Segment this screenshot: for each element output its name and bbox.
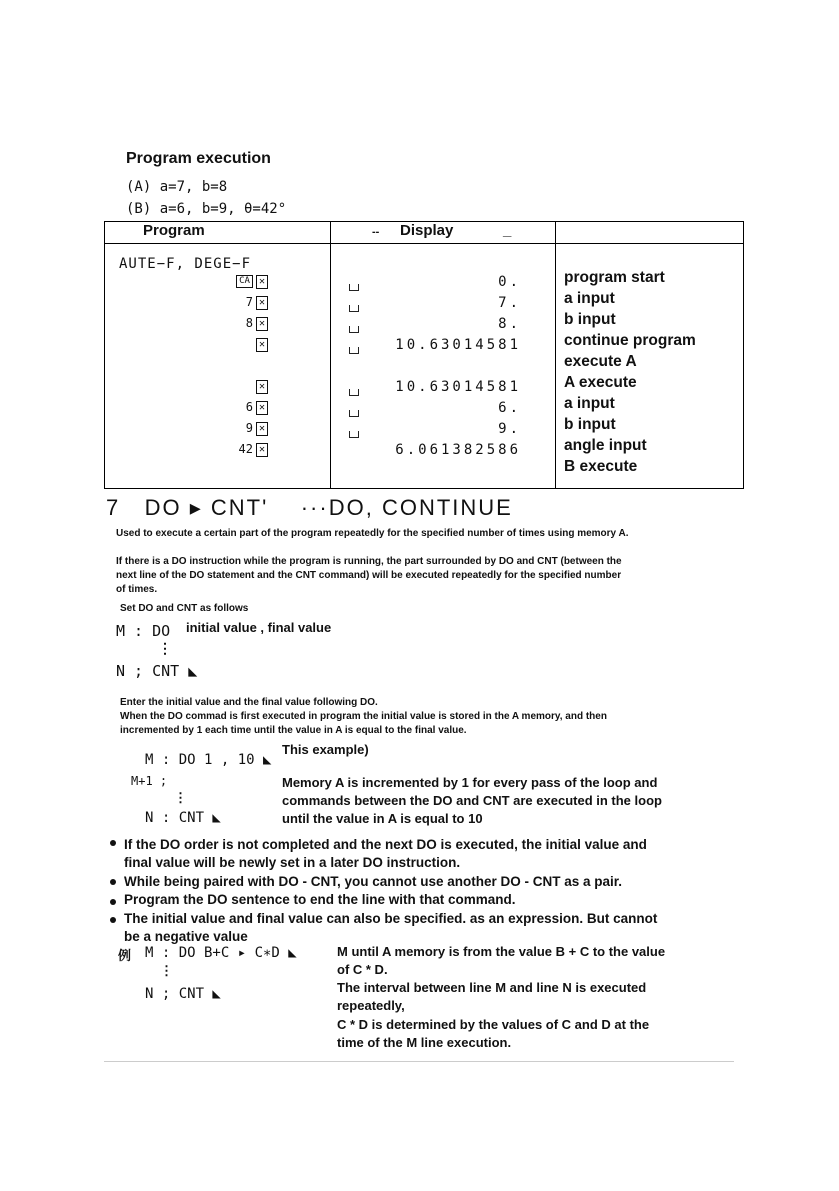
bullet-dot xyxy=(110,899,116,905)
display-value: 8. xyxy=(498,316,521,332)
step-description: continue program xyxy=(564,332,696,349)
bullet-2: While being paired with DO - CNT, you cannot use another DO - CNT as a pair. xyxy=(124,874,623,889)
bullet-4-line2: be a negative value xyxy=(124,929,248,944)
program-step xyxy=(239,442,268,457)
prompt-indicator-icon xyxy=(349,279,359,297)
program-input: 9 xyxy=(245,421,253,435)
program-input: 7 xyxy=(245,295,253,309)
example2-mark: 例 xyxy=(118,948,132,963)
syntax-do-args: initial value , final value xyxy=(186,620,332,635)
footer-divider xyxy=(104,1061,734,1062)
para2-line3: incremented by 1 each time until the value in A is equal to the final value. xyxy=(120,725,467,736)
example-m1-line: M+1 ; xyxy=(131,774,168,788)
step-description: program start xyxy=(564,269,665,286)
syntax-vdots: ⋮ xyxy=(158,640,172,656)
display-value: 9. xyxy=(498,421,521,437)
prompt-indicator-icon xyxy=(349,405,359,423)
program-step xyxy=(246,316,268,331)
example2-vdots: ⋮ xyxy=(160,963,173,978)
step-description: b input xyxy=(564,416,616,433)
display-value: 10.63014581 xyxy=(395,337,521,353)
para1-line3: of times. xyxy=(116,584,158,595)
display-value: 6.061382586 xyxy=(395,442,521,458)
intro-text: Used to execute a certain part of the program repeatedly for the specified number of times using memory A. xyxy=(116,528,629,539)
step-description: b input xyxy=(564,311,616,328)
section-title: Program execution xyxy=(126,150,271,167)
example-cnt-line: N : CNT ◣ xyxy=(145,810,221,826)
run-key-icon: ✕ xyxy=(256,380,268,394)
bullet-1-line2: final value will be newly set in a later DO instruction. xyxy=(124,855,461,870)
para1-line2: next line of the DO statement and the CNT command) will be executed repeatedly for the specified number xyxy=(116,570,622,581)
syntax-cnt-line: N ; CNT ◣ xyxy=(116,662,198,680)
prompt-indicator-icon xyxy=(349,300,359,318)
display-value: 7. xyxy=(498,295,521,311)
example2-desc-6: time of the M line execution. xyxy=(337,1035,512,1050)
program-step xyxy=(253,379,268,394)
program-input: 6 xyxy=(245,400,253,414)
bullet-dot xyxy=(110,879,116,885)
example2-cnt-line: N ; CNT ◣ xyxy=(145,986,221,1002)
program-mode-label: AUTE−F, DEGE−F xyxy=(119,256,252,272)
example-desc-1: Memory A is incremented by 1 for every pass of the loop and xyxy=(282,775,658,790)
program-step xyxy=(233,274,268,289)
run-key-icon: ✕ xyxy=(256,296,268,310)
set-label: Set DO and CNT as follows xyxy=(120,603,249,614)
header-display: Display xyxy=(400,222,454,239)
step-description: angle input xyxy=(564,437,647,454)
chapter-number: 7 xyxy=(106,495,121,520)
header-display-prefix: -- xyxy=(372,226,380,238)
header-display-suffix: _ xyxy=(503,222,512,239)
chapter-title: ···DO, CONTINUE xyxy=(300,495,513,520)
example2-desc-1: M until A memory is from the value B + C to the value xyxy=(337,944,666,959)
step-description: B execute xyxy=(564,458,638,475)
display-value: 0. xyxy=(498,274,521,290)
ca-key-icon: CA xyxy=(236,275,253,288)
program-table xyxy=(104,221,744,489)
program-input: 8 xyxy=(245,316,253,330)
example-vdots: ⋮ xyxy=(174,790,187,805)
example-do-line: M : DO 1 , 10 ◣ xyxy=(145,752,272,768)
condition-a: (A) a=7, b=8 xyxy=(126,179,228,195)
step-description: a input xyxy=(564,395,615,412)
bullet-3: Program the DO sentence to end the line with that command. xyxy=(124,892,516,907)
chapter-heading xyxy=(106,495,513,521)
example-desc-2: commands between the DO and CNT are executed in the loop xyxy=(282,793,662,808)
step-description: execute A xyxy=(564,353,637,370)
bullet-1-line1: If the DO order is not completed and the next DO is executed, the initial value and xyxy=(124,837,647,852)
bullet-dot xyxy=(110,840,116,846)
run-key-icon: ✕ xyxy=(256,317,268,331)
run-key-icon: ✕ xyxy=(256,275,268,289)
program-step xyxy=(246,400,268,415)
header-program: Program xyxy=(143,222,205,239)
example2-desc-3: The interval between line M and line N is executed xyxy=(337,980,647,995)
para2-line2: When the DO commad is first executed in program the initial value is stored in the A memory, and then xyxy=(120,711,607,722)
example-label: This example) xyxy=(282,742,369,757)
para2-line1: Enter the initial value and the final value following DO. xyxy=(120,697,378,708)
run-key-icon: ✕ xyxy=(256,338,268,352)
example2-do-line: M : DO B+C ▸ C∗D ◣ xyxy=(145,945,297,961)
prompt-indicator-icon xyxy=(349,426,359,444)
example2-desc-5: C * D is determined by the values of C and D at the xyxy=(337,1017,650,1032)
prompt-indicator-icon xyxy=(349,342,359,360)
display-value: 10.63014581 xyxy=(395,379,521,395)
example2-desc-2: of C * D. xyxy=(337,962,388,977)
program-step xyxy=(253,337,268,352)
display-value: 6. xyxy=(498,400,521,416)
program-step xyxy=(246,421,268,436)
program-input: 42 xyxy=(238,442,253,456)
prompt-indicator-icon xyxy=(349,321,359,339)
program-step xyxy=(246,295,268,310)
bullet-4-line1: The initial value and final value can also be specified. as an expression. But cannot xyxy=(124,911,658,926)
example2-desc-4: repeatedly, xyxy=(337,998,405,1013)
step-description: a input xyxy=(564,290,615,307)
example-desc-3: until the value in A is equal to 10 xyxy=(282,811,483,826)
chapter-command: DO ▸ CNT' xyxy=(144,495,269,520)
prompt-indicator-icon xyxy=(349,384,359,402)
syntax-do-line: M : DO xyxy=(116,622,171,640)
step-description: A execute xyxy=(564,374,637,391)
run-key-icon: ✕ xyxy=(256,443,268,457)
run-key-icon: ✕ xyxy=(256,422,268,436)
run-key-icon: ✕ xyxy=(256,401,268,415)
para1-line1: If there is a DO instruction while the program is running, the part surrounded by DO and CNT (between the xyxy=(116,556,622,567)
condition-b: (B) a=6, b=9, θ=42° xyxy=(126,201,287,217)
bullet-dot xyxy=(110,917,116,923)
